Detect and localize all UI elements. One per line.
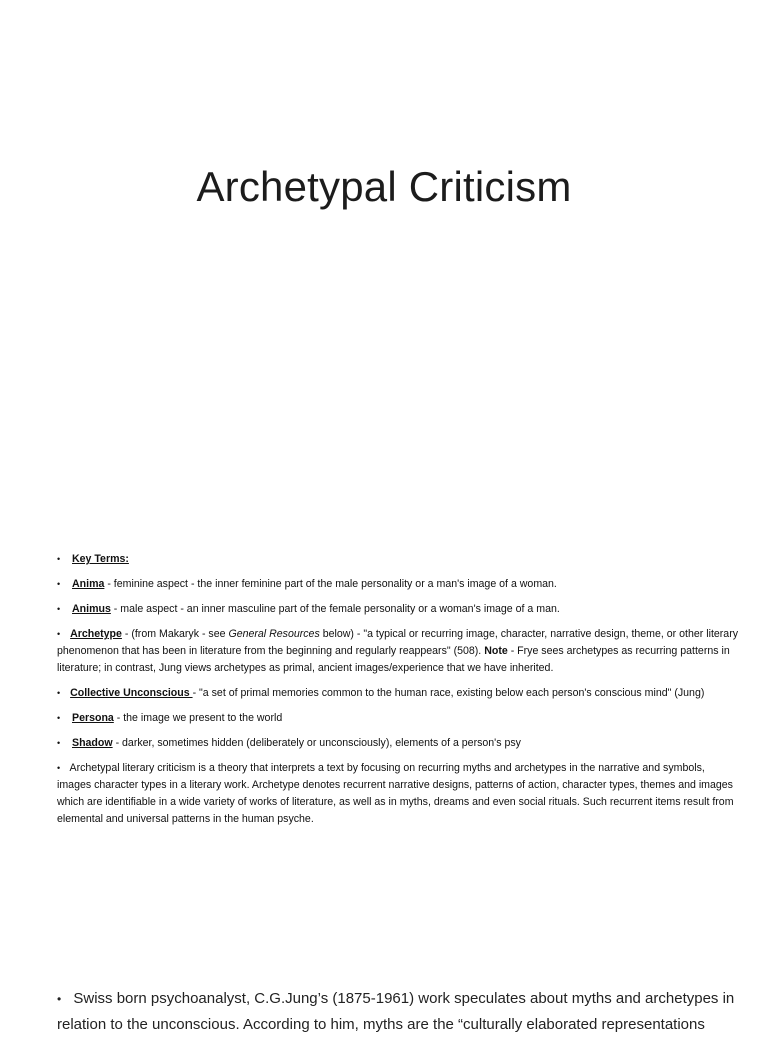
key-terms-list: [57, 551, 741, 836]
term-archetype-definition-1: - (from Makaryk - see: [121, 628, 229, 640]
term-archetype-note: - Frye sees archetypes as recurring patterns in literature; in contrast, Jung views archetypes as primal, ancient images/experience that we have inherited.: [57, 645, 730, 674]
term-archetype: [57, 626, 741, 677]
term-collective-unconscious: [57, 685, 741, 702]
term-archetype-reference: General Resources: [228, 628, 320, 640]
term-anima-label: Anima: [72, 578, 105, 590]
term-collective-label: Collective Unconscious: [70, 687, 193, 699]
term-persona-definition: - the image we present to the world: [113, 712, 283, 724]
archetypal-summary-text: Archetypal literary criticism is a theory that interprets a text by focusing on recurring myths and archetypes in the narrative and symbols, images character types in a literary work. Archetype denotes recurrent narrative designs, patterns of action, character types, themes and images which are identifiable in a wide variety of works of literature, as well as in myths, dreams and even social rituals. Such recurrent items result from elemental and universal patterns in the human psyche.: [57, 762, 734, 825]
term-archetype-label: Archetype: [70, 628, 122, 640]
jung-paragraph: [57, 986, 747, 1038]
term-shadow-definition: - darker, sometimes hidden (deliberately or unconsciously), elements of a person's psy: [112, 737, 521, 749]
term-persona-label: Persona: [72, 712, 114, 724]
term-animus: [57, 601, 741, 618]
page-title: Archetypal Criticism: [196, 163, 572, 210]
term-shadow-label: Shadow: [72, 737, 113, 749]
term-animus-label: Animus: [72, 603, 111, 615]
key-terms-heading: [57, 551, 741, 568]
term-archetype-note-label: Note: [484, 645, 508, 657]
term-archetype-definition-2: below) - "a typical or recurring image, character, narrative design, theme, or other literary phenomenon that has been in literature from the beginning and regularly reappears" (508).: [57, 628, 739, 657]
jung-paragraph-text: Swiss born psychoanalyst, C.G.Jung’s (1875-1961) work speculates about myths and archetypes in relation to the unconscious. According to him, myths are the “culturally elaborated representations: [57, 990, 735, 1033]
term-anima-definition: - feminine aspect - the inner feminine part of the male personality or a man's image of a woman.: [104, 578, 557, 590]
term-anima: [57, 576, 741, 593]
term-collective-definition: - "a set of primal memories common to the human race, existing below each person's conscious mind" (Jung): [192, 687, 705, 699]
term-persona: [57, 710, 741, 727]
archetypal-summary: [57, 760, 741, 828]
term-animus-definition: - male aspect - an inner masculine part of the female personality or a woman's image of a man.: [110, 603, 560, 615]
term-shadow: [57, 735, 741, 752]
key-terms-label: Key Terms:: [72, 553, 129, 565]
